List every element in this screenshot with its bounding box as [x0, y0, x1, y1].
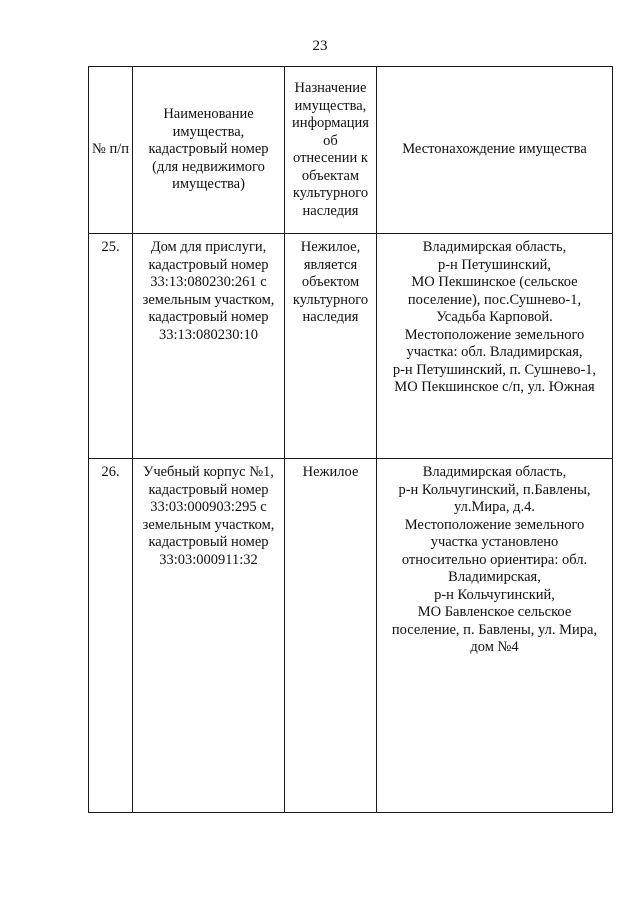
cell-text-line: информация — [292, 115, 369, 131]
property-name-cell — [133, 234, 285, 459]
cell-text-line: (для недвижимого — [152, 158, 265, 175]
cell-text-line: объектом — [301, 274, 360, 290]
cell-text-line: Усадьба Карповой. — [436, 309, 553, 325]
cell-text-line: отнесении к — [293, 150, 368, 166]
cell-text-line: кадастровый номер — [148, 481, 269, 498]
cell-text-line: участка: обл. Владимирская, — [406, 344, 583, 360]
row-number: 25. — [89, 234, 133, 459]
cell-text-line: кадастровый номер — [148, 534, 269, 550]
cell-text-line: имущества) — [172, 176, 245, 193]
cell-text-line: земельным участком, — [142, 516, 275, 533]
cell-text-line: кадастровый номер — [148, 309, 269, 325]
header-location: Местонахождение имущества — [377, 67, 613, 234]
cell-text-line: Местоположение земельного — [404, 516, 585, 533]
header-num: № п/п — [89, 67, 133, 234]
cell-text-line: дом №4 — [470, 639, 519, 655]
cell-text-line: МО Пекшинское (сельское — [411, 274, 578, 290]
page-number: 23 — [312, 38, 328, 54]
cell-text-line: наследия — [302, 202, 359, 219]
property-location-cell — [377, 459, 613, 813]
cell-text-line: Учебный корпус №1, — [143, 464, 274, 480]
header-purpose — [285, 67, 377, 234]
cell-text-line: МО Бавленское сельское — [417, 604, 572, 620]
cell-text-line: р-н Кольчугинский, п.Бавлены, — [398, 481, 591, 498]
cell-text-line: Назначение — [294, 80, 367, 96]
property-location-cell — [377, 234, 613, 459]
cell-text-line: участка установлено — [430, 534, 559, 550]
cell-text-line: МО Пекшинское с/п, ул. Южная — [394, 379, 595, 395]
header-name — [133, 67, 285, 234]
cell-text-line: Владимирская, — [448, 569, 541, 585]
cell-text-line: кадастровый номер — [148, 256, 269, 273]
cell-text-line: Владимирская область, — [422, 464, 567, 480]
property-name-cell — [133, 459, 285, 813]
cell-text-line: Нежилое — [302, 464, 359, 480]
cell-text-line: имущества, — [172, 123, 245, 140]
cell-text-line: наследия — [302, 309, 359, 325]
cell-text-line: имущества, — [294, 97, 367, 114]
cell-text-line: об — [323, 132, 338, 149]
cell-text-line: р-н Кольчугинский, — [434, 586, 555, 603]
cell-text-line: р-н Петушинский, — [437, 256, 552, 273]
property-purpose-cell — [285, 234, 377, 459]
row-number: 26. — [89, 459, 133, 813]
cell-text-line: 33:03:000903:295 с — [150, 499, 267, 515]
cell-text-line: 33:13:080230:261 с — [150, 274, 267, 290]
cell-text-line: поселение, п. Бавлены, ул. Мира, — [391, 621, 598, 638]
table-header-row — [89, 67, 613, 234]
cell-text-line: культурного — [292, 185, 369, 201]
cell-text-line: относительно ориентира: обл. — [401, 551, 588, 568]
cell-text-line: р-н Петушинский, п. Сушнево-1, — [392, 361, 597, 378]
cell-text-line: Наименование — [163, 106, 254, 123]
cell-text-line: Местоположение земельного — [404, 326, 585, 343]
property-purpose-cell — [285, 459, 377, 813]
cell-text-line: 33:13:080230:10 — [158, 326, 259, 343]
cell-text-line: поселение), пос.Сушнево-1, — [407, 291, 582, 308]
property-table — [88, 66, 613, 813]
cell-text-line: Нежилое, — [300, 239, 361, 255]
cell-text-line: Дом для прислуги, — [150, 239, 267, 255]
cell-text-line: кадастровый номер — [148, 141, 269, 158]
cell-text-line: культурного — [292, 291, 369, 308]
cell-text-line: объектам — [301, 167, 360, 184]
cell-text-line: 33:03:000911:32 — [159, 551, 258, 568]
cell-text-line: ул.Мира, д.4. — [454, 499, 535, 515]
cell-text-line: земельным участком, — [142, 291, 275, 308]
cell-text-line: Владимирская область, — [422, 239, 567, 255]
table-row — [89, 234, 613, 459]
cell-text-line: является — [303, 256, 358, 273]
table-row — [89, 459, 613, 813]
